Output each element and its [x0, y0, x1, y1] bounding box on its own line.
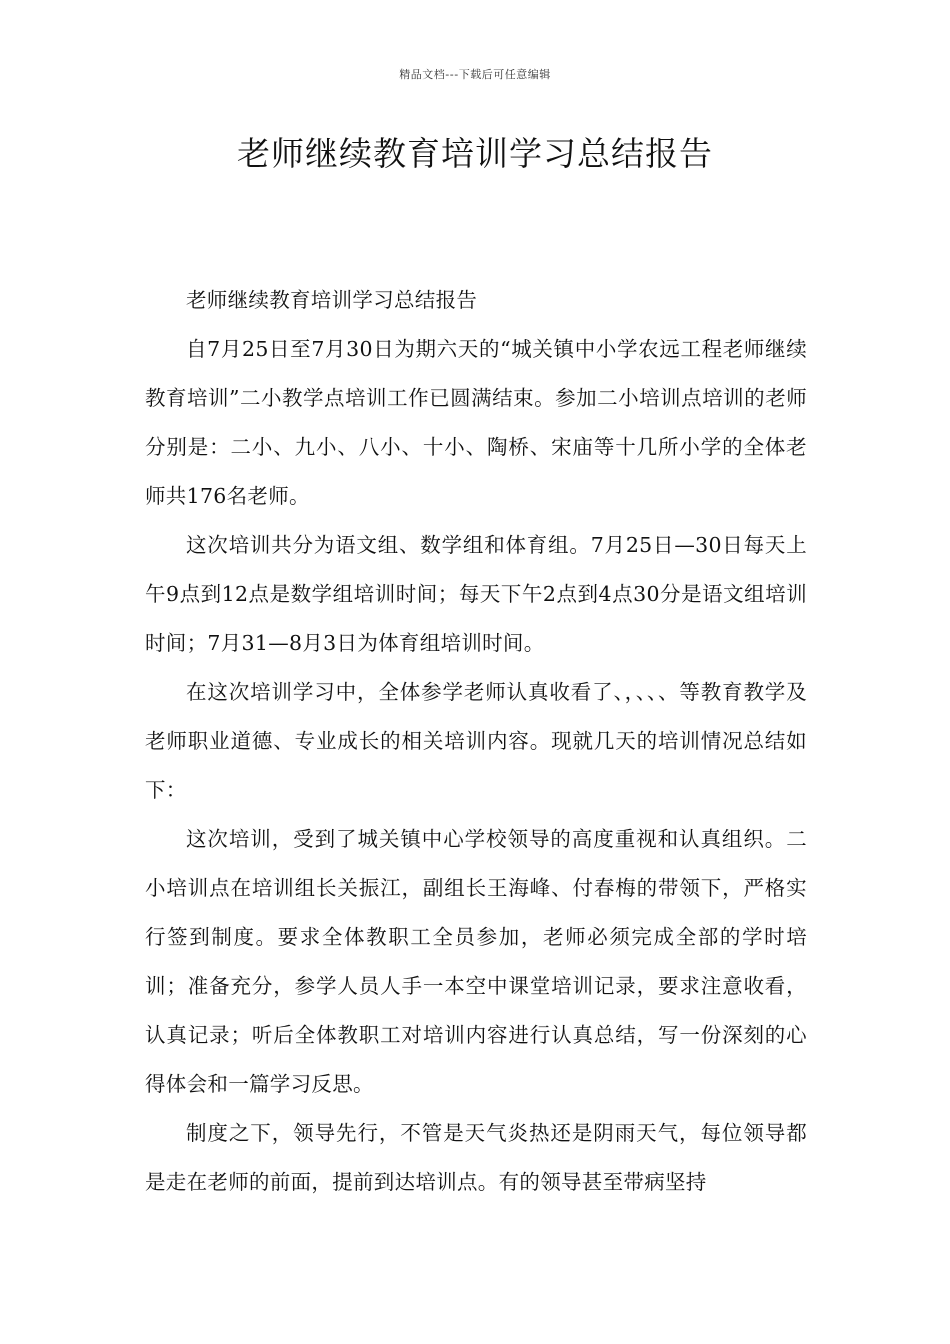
- paragraph-content: 在这次培训学习中，全体参学老师认真收看了、，、、、等教育教学及老师职业道德、专业成长的相关培训内容。现就几天的培训情况总结如下：: [145, 680, 807, 802]
- header-note: 精品文档---下载后可任意编辑: [399, 68, 551, 81]
- paragraph-schedule: 这次培训共分为语文组、数学组和体育组。7月25日—30日每天上午9点到12点是数学组培训时间；每天下午2点到4点30分是语文组培训时间；7月31—8月3日为体育组培训时间。: [145, 533, 807, 655]
- paragraph-subtitle: 老师继续教育培训学习总结报告: [186, 288, 478, 312]
- paragraph-intro: 自7月25日至7月30日为期六天的“城关镇中小学农远工程老师继续教育培训”二小教学点培训工作已圆满结束。参加二小培训点培训的老师分别是：二小、九小、八小、十小、陶桥、宋庙等十几所小学的全体老师共176名老师。: [145, 337, 807, 508]
- paragraph-leadership: 制度之下，领导先行，不管是天气炎热还是阴雨天气，每位领导都是走在老师的前面，提前到达培训点。有的领导甚至带病坚持: [145, 1121, 807, 1194]
- paragraph-organization: 这次培训，受到了城关镇中心学校领导的高度重视和认真组织。二小培训点在培训组长关振江，副组长王海峰、付春梅的带领下，严格实行签到制度。要求全体教职工全员参加，老师必须完成全部的学时培训；准备充分，参学人员人手一本空中课堂培训记录，要求注意收看，认真记录；听后全体教职工对培训内容进行认真总结，写一份深刻的心得体会和一篇学习反思。: [145, 827, 807, 1096]
- document-body: [145, 276, 807, 1207]
- document-title: 老师继续教育培训学习总结报告: [237, 134, 713, 173]
